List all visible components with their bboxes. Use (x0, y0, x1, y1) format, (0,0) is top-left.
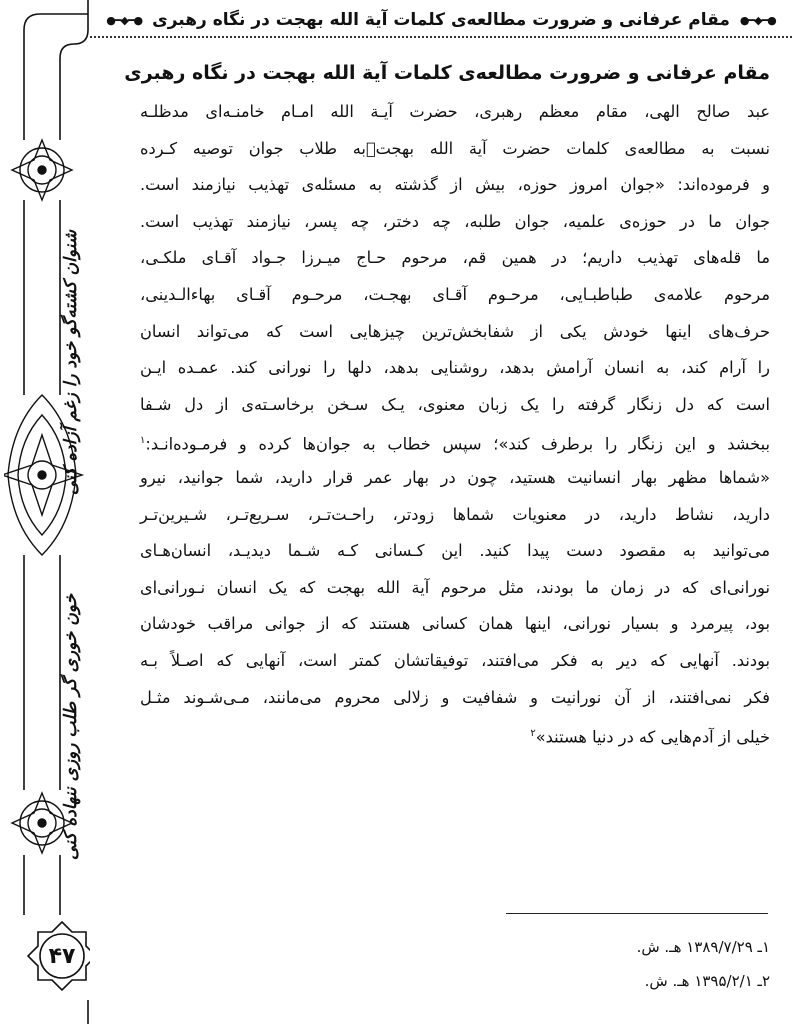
section-title: مقام عرفانی و ضرورت مطالعه‌ی کلمات آیة الله بهجت در نگاه رهبری (124, 62, 770, 84)
body-line: مرحوم علامه‌ی طباطبـایی، مرحـوم آقـای بهجـت، مرحـوم آقـای بهاءالـدینی، (140, 284, 770, 304)
margin-verse-2: خون خوری گر طلب روزی ننهاده کنی (61, 593, 81, 860)
body-line: نسبت به مطالعه‌ی کلمات حضرت آیة الله بهجت﷫به طلاب جوان توصیه کـرده (140, 138, 770, 158)
footnote-1: ۱ـ ۱۳۸۹/۷/۲۹ هـ. ش. (636, 938, 770, 956)
body-line (140, 423, 770, 460)
body-line: و فرموده‌اند: «جوان امروز حوزه، بیش از گذشته به مسئله‌ی تهذیب نیازمند است. (140, 175, 770, 195)
footnotes (560, 930, 770, 998)
main-content (124, 62, 770, 753)
body-line: حرف‌های اینها خودش یکی از شفابخش‌ترین چیزهایی است که می‌تواند انسان (140, 321, 770, 341)
margin-verse-1: شنوان کشته‌گو خود را زغم آزاده کنی (61, 230, 81, 495)
body-line: عبد صالح الهی، مقام معظم رهبری، حضرت آیـة الله امـام خامنـه‌ای مدظلـه (140, 102, 770, 121)
running-header (90, 4, 792, 38)
body-line: دارید، نشاط دارید، در معنویات شماها زودتر، راحـت‌تـر، سـریع‌تـر، شـیرین‌تـر (140, 504, 770, 524)
body-line: فکر نمی‌افتند، از آن نورانیت و شفافیت و زلالی محروم می‌مانند، مـی‌شـوند مثـل (140, 687, 770, 707)
body-line: می‌توانید به مقصود دست پیدا کنید. این کـسانی کـه شـما دیدیـد، انسان‌هـای (140, 541, 770, 561)
body-line: «شماها مظهر بهار انسانیت هستید، چون در بهار عمر قرار دارید، شما جوانید، نیرو (140, 467, 770, 487)
body-line: بودند. آنهایی که دیر به فکر می‌افتند، توفیقاتشان کمتر است، آنهایی که اصـلاً بـه (140, 650, 770, 670)
body-line-text: خیلی از آدم‌هایی که در دنیا هستند» (535, 727, 770, 747)
body-line-text: ببخشد و این زنگار را برطرف کند»؛ سپس خطاب به جوان‌ها کرده و فرمـوده‌انـد: (145, 434, 770, 454)
footnote-marker-1[interactable]: ۱ (140, 435, 146, 447)
body-line: را آرام کند، به انسان آرامش بدهد، روشنایی بدهد، دلها را نورانی کند. عمـده ایـن (140, 358, 770, 378)
running-header-title: مقام عرفانی و ضرورت مطالعه‌ی کلمات آیة الله بهجت در نگاه رهبری (152, 10, 730, 30)
body-line (140, 716, 770, 753)
body-line: است که دل زنگار گرفته را یک زبان معنوی، یـک سـخن برخاسـته‌ی از دل شـفا (140, 394, 770, 414)
footnote-marker-2[interactable]: ۲ (530, 728, 536, 740)
header-ornament-right: ●━◆━● (739, 13, 776, 27)
body-line: بود، پیرمرد و بسیار نورانی، اینها همان کسانی هستند که از جوانی مراقب خودشان (140, 614, 770, 634)
body-text (140, 94, 770, 753)
body-line: ما قله‌های تهذیب داریم؛ در همین قم، مرحوم حـاج میـرزا جـواد آقـای ملکـی، (140, 248, 770, 268)
body-line: جوان ما در حوزه‌ی علمیه، جوان طلبه، چه دختر، چه پسر، نیازمند تهذیب است. (140, 211, 770, 231)
footnote-divider (506, 913, 768, 914)
footnote-2: ۲ـ ۱۳۹۵/۲/۱ هـ. ش. (644, 972, 770, 990)
margin-ornament-top (12, 140, 72, 200)
header-ornament-left: ●━◆━● (106, 13, 143, 27)
page-number: ۴۷ (48, 943, 76, 969)
body-line: نورانی‌ای که در زمان ما بودند، مثل مرحوم آیة الله بهجت که یک انسان نـورانی‌ای (140, 577, 770, 597)
